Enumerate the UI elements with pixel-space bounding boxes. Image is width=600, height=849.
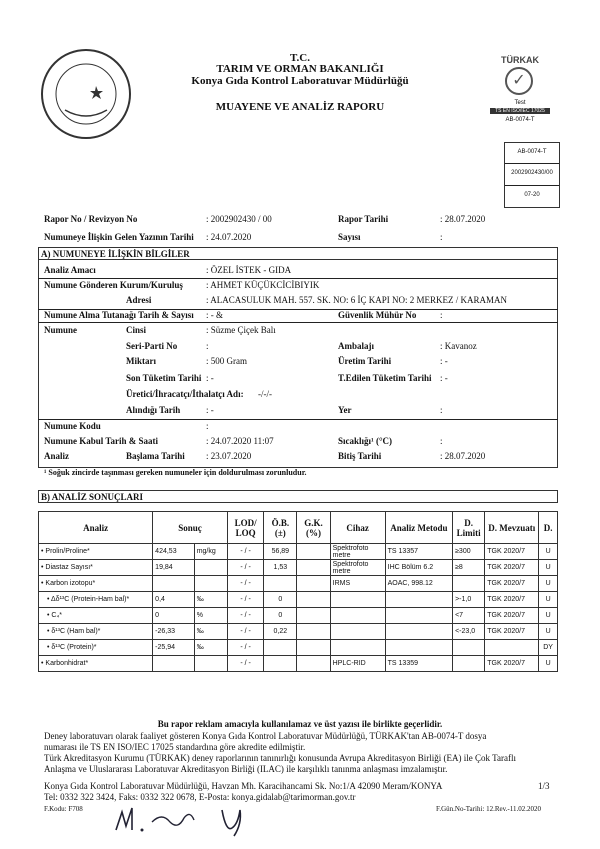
cell-analysis: • Δδ¹³C (Protein-Ham bal)*: [39, 592, 153, 608]
table-row: [39, 560, 558, 576]
cell-regulation: TGK 2020/7: [485, 544, 539, 560]
col-method: Analiz Metodu: [385, 512, 452, 544]
form-code: F.Kodu: F708: [44, 805, 83, 813]
form-revision: F.Gün.No-Tarihi: 12.Rev.-11.02.2020: [436, 805, 541, 813]
cell-result: [153, 576, 195, 592]
cell-d: U: [539, 544, 558, 560]
cell-device: Spektrofoto metre: [330, 544, 385, 560]
protocol-value: : - &: [206, 310, 223, 320]
accreditation-line-1: Deney laboratuvarı olarak faaliyet gösteren Konya Gıda Kontrol Laboratuvar Müdürlüğü, TÜRKAK'tan AB-0074-T dosya: [44, 731, 487, 741]
cell-result: -25,94: [153, 640, 195, 656]
end-date-value: : 28.07.2020: [440, 451, 486, 461]
table-row: [39, 656, 558, 672]
report-no-label: Rapor No / Revizyon No: [44, 214, 138, 224]
section-a-title: A) NUMUNEYE İLİŞKİN BİLGİLER: [38, 247, 558, 260]
cell-ob: 0: [264, 592, 297, 608]
sample-code-value: :: [206, 421, 209, 431]
signatures: [110, 800, 290, 838]
cell-lod: - / -: [227, 576, 263, 592]
results-header-row: [39, 512, 558, 544]
header-ministry: TARIM VE ORMAN BAKANLIĞI: [216, 63, 384, 75]
cell-gk: [297, 640, 330, 656]
turkak-logo: [488, 52, 552, 134]
serial-label: Seri-Parti No: [126, 341, 178, 351]
lab-contact: Tel: 0332 322 3424, Faks: 0332 322 0678, E-Posta: konya.gidalab@tarimorman.gov.tr: [44, 792, 356, 802]
cell-method: TS 13359: [385, 656, 452, 672]
col-device: Cihaz: [330, 512, 385, 544]
cell-gk: [297, 656, 330, 672]
table-row: [39, 624, 558, 640]
cell-result: 0: [153, 608, 195, 624]
end-date-label: Bitiş Tarihi: [338, 451, 382, 461]
producer-value: -/-/-: [258, 389, 272, 399]
cell-result: [153, 656, 195, 672]
cell-gk: [297, 560, 330, 576]
col-lod: LOD/ LOQ: [227, 512, 263, 544]
amount-value: : 500 Gram: [206, 356, 247, 366]
col-gk: G.K. (%): [297, 512, 330, 544]
report-date-label: Rapor Tarihi: [338, 214, 389, 224]
cell-method: AOAC, 998.12: [385, 576, 452, 592]
cell-analysis: • δ¹³C (Ham bal)*: [39, 624, 153, 640]
col-ob: Ö.B. (±): [264, 512, 297, 544]
cell-analysis: • Prolin/Proline*: [39, 544, 153, 560]
temperature-value: :: [440, 436, 443, 446]
serial-value: :: [206, 341, 209, 351]
cell-result: -26,33: [153, 624, 195, 640]
cell-lod: - / -: [227, 560, 263, 576]
cell-unit: %: [194, 608, 227, 624]
turkak-number: AB-0074-T: [505, 117, 535, 123]
cold-chain-footnote: ¹ Soğuk zincirde taşınması gereken numuneler için doldurulması zorunludur.: [44, 468, 307, 477]
cell-lod: - / -: [227, 608, 263, 624]
cell-unit: ‰: [194, 592, 227, 608]
cell-limit: ≥300: [453, 544, 485, 560]
table-row: [39, 544, 558, 560]
cell-regulation: TGK 2020/7: [485, 656, 539, 672]
request-count-value: :: [440, 232, 443, 242]
cell-method: [385, 640, 452, 656]
sample-code-label: Numune Kodu: [44, 421, 101, 431]
accreditation-line-4: Anlaşma ve Uluslararası Laboratuvar Akreditasyon Birliği (ILAC) ile karşılıklı tanınma anlaşması imzalamıştır.: [44, 764, 448, 774]
cell-method: TS 13357: [385, 544, 452, 560]
cell-ob: 56,89: [264, 544, 297, 560]
cell-d: U: [539, 576, 558, 592]
header-tc: T.C.: [290, 52, 310, 64]
package-value: : Kavanoz: [440, 341, 477, 351]
purpose-value: : ÖZEL İSTEK - GIDA: [206, 265, 292, 275]
cell-method: [385, 608, 452, 624]
cell-regulation: TGK 2020/7: [485, 576, 539, 592]
best-before-value: : -: [440, 373, 448, 383]
temperature-label: Sıcaklığı¹ (°C): [338, 436, 393, 446]
col-analysis: Analiz: [39, 512, 153, 544]
best-before-label: T.Edilen Tüketim Tarihi: [338, 373, 432, 383]
cell-lod: - / -: [227, 656, 263, 672]
cell-ob: 0,22: [264, 624, 297, 640]
results-table: [38, 511, 558, 672]
cell-limit: <7: [453, 608, 485, 624]
table-row: [39, 592, 558, 608]
cell-device: Spektrofoto metre: [330, 560, 385, 576]
cell-d: U: [539, 608, 558, 624]
table-row: [39, 576, 558, 592]
cell-result: 424,53: [153, 544, 195, 560]
cell-limit: [453, 656, 485, 672]
cell-lod: - / -: [227, 624, 263, 640]
producer-label: Üretici/İhracatçı/İthalatçı Adı:: [126, 389, 244, 399]
package-label: Ambalajı: [338, 341, 374, 351]
col-d: D.: [539, 512, 558, 544]
header-lab: Konya Gıda Kontrol Laboratuvar Müdürlüğü: [191, 75, 409, 87]
cell-lod: - / -: [227, 640, 263, 656]
cell-gk: [297, 576, 330, 592]
sender-value: : AHMET KÜÇÜKCİCİBIYIK: [206, 280, 320, 290]
cell-regulation: [485, 640, 539, 656]
turkak-standard: TS EN ISO/IEC 17025: [490, 108, 550, 114]
cell-gk: [297, 592, 330, 608]
cell-method: [385, 592, 452, 608]
side-box-accreditation: AB-0074-T: [517, 149, 547, 155]
cell-d: U: [539, 656, 558, 672]
address-value: : ALACASULUK MAH. 557. SK. NO: 6 İÇ KAPI NO: 2 MERKEZ / KARAMAN: [206, 295, 508, 305]
cell-regulation: TGK 2020/7: [485, 624, 539, 640]
cell-ob: [264, 640, 297, 656]
request-count-label: Sayısı: [338, 232, 361, 242]
expiry-label: Son Tüketim Tarihi: [126, 373, 202, 383]
cell-limit: ≥8: [453, 560, 485, 576]
cell-ob: 0: [264, 608, 297, 624]
cell-device: IRMS: [330, 576, 385, 592]
cell-ob: 1,53: [264, 560, 297, 576]
cell-lod: - / -: [227, 592, 263, 608]
analysis-label: Analiz: [44, 451, 70, 461]
col-limit: D. Limiti: [453, 512, 485, 544]
report-no-value: : 2002902430 / 00: [206, 214, 272, 224]
side-box-period: 07-20: [524, 192, 540, 198]
cell-lod: - / -: [227, 544, 263, 560]
cell-d: U: [539, 592, 558, 608]
cell-ob: [264, 576, 297, 592]
cell-gk: [297, 544, 330, 560]
cell-analysis: • δ¹³C (Protein)*: [39, 640, 153, 656]
cell-device: [330, 640, 385, 656]
report-date-value: : 28.07.2020: [440, 214, 486, 224]
col-result: Sonuç: [153, 512, 228, 544]
request-date-label: Numuneye İlişkin Gelen Yazının Tarihi: [44, 232, 194, 242]
cell-unit: [194, 656, 227, 672]
cell-limit: [453, 576, 485, 592]
cell-regulation: TGK 2020/7: [485, 592, 539, 608]
start-date-label: Başlama Tarihi: [126, 451, 185, 461]
page-title: MUAYENE VE ANALİZ RAPORU: [215, 101, 385, 113]
table-row: [39, 640, 558, 656]
cell-unit: [194, 560, 227, 576]
cell-limit: >-1,0: [453, 592, 485, 608]
taken-date-value: : -: [206, 405, 214, 415]
sender-label: Numune Gönderen Kurum/Kuruluş: [44, 280, 183, 290]
turkak-title: TÜRKAK: [501, 55, 539, 65]
purpose-label: Analiz Amacı: [44, 265, 96, 275]
usage-notice: Bu rapor reklam amacıyla kullanılamaz ve üst yazısı ile birlikte geçerlidir.: [157, 719, 443, 729]
cell-unit: ‰: [194, 640, 227, 656]
production-label: Üretim Tarihi: [338, 356, 392, 366]
taken-date-label: Alındığı Tarih: [126, 405, 181, 415]
cell-limit: [453, 640, 485, 656]
cell-analysis: • C₄*: [39, 608, 153, 624]
expiry-value: : -: [206, 373, 214, 383]
table-row: [39, 608, 558, 624]
cell-analysis: • Karbon izotopu*: [39, 576, 153, 592]
cell-method: IHC Bölüm 6.2: [385, 560, 452, 576]
place-label: Yer: [338, 405, 352, 415]
place-value: :: [440, 405, 443, 415]
cell-regulation: TGK 2020/7: [485, 560, 539, 576]
cell-device: HPLC-RID: [330, 656, 385, 672]
cell-gk: [297, 608, 330, 624]
type-value: : Süzme Çiçek Balı: [206, 325, 276, 335]
cell-unit: mg/kg: [194, 544, 227, 560]
cell-regulation: TGK 2020/7: [485, 608, 539, 624]
cell-limit: <-23,0: [453, 624, 485, 640]
cell-unit: [194, 576, 227, 592]
cell-gk: [297, 624, 330, 640]
side-box-report-no: 2002902430/00: [511, 170, 553, 176]
cell-analysis: • Karbonhidrat*: [39, 656, 153, 672]
security-seal-value: :: [440, 310, 443, 320]
side-box-group: [504, 142, 560, 208]
address-label: Adresi: [126, 295, 152, 305]
production-value: : -: [440, 356, 448, 366]
cell-device: [330, 592, 385, 608]
cell-analysis: • Diastaz Sayısı*: [39, 560, 153, 576]
col-regulation: D. Mevzuatı: [485, 512, 539, 544]
cell-result: 19,84: [153, 560, 195, 576]
accept-value: : 24.07.2020 11:07: [206, 436, 274, 446]
cell-ob: [264, 656, 297, 672]
section-b-title: B) ANALİZ SONUÇLARI: [38, 490, 558, 503]
lab-address: Konya Gıda Kontrol Laboratuvar Müdürlüğü, Havzan Mh. Karacihancami Sk. No:1/A 42090 Meram/KONYA: [44, 781, 443, 791]
cell-d: U: [539, 624, 558, 640]
accreditation-line-2: numarası ile TS EN ISO/IEC 17025 standardına göre akredite edilmiştir.: [44, 742, 306, 752]
turkak-test: Test: [514, 100, 526, 106]
start-date-value: : 23.07.2020: [206, 451, 252, 461]
security-seal-label: Güvenlik Mühür No: [338, 310, 417, 320]
cell-result: 0,4: [153, 592, 195, 608]
accreditation-line-3: Türk Akreditasyon Kurumu (TÜRKAK) deney raporlarının tanınırlığı konusunda Avrupa Akreditasyon Birliği (EA) ile Çok Taraflı: [44, 753, 516, 763]
type-label: Cinsi: [126, 325, 147, 335]
cell-device: [330, 608, 385, 624]
protocol-label: Numune Alma Tutanağı Tarih & Sayısı: [44, 310, 194, 320]
cell-device: [330, 624, 385, 640]
cell-unit: ‰: [194, 624, 227, 640]
cell-d: DY: [539, 640, 558, 656]
amount-label: Miktarı: [126, 356, 156, 366]
cell-method: [385, 624, 452, 640]
accept-label: Numune Kabul Tarih & Saati: [44, 436, 159, 446]
cell-d: U: [539, 560, 558, 576]
sample-label: Numune: [44, 325, 78, 335]
request-date-value: : 24.07.2020: [206, 232, 252, 242]
turkak-check-icon: ✓: [505, 67, 533, 95]
page-number: 1/3: [538, 781, 550, 791]
